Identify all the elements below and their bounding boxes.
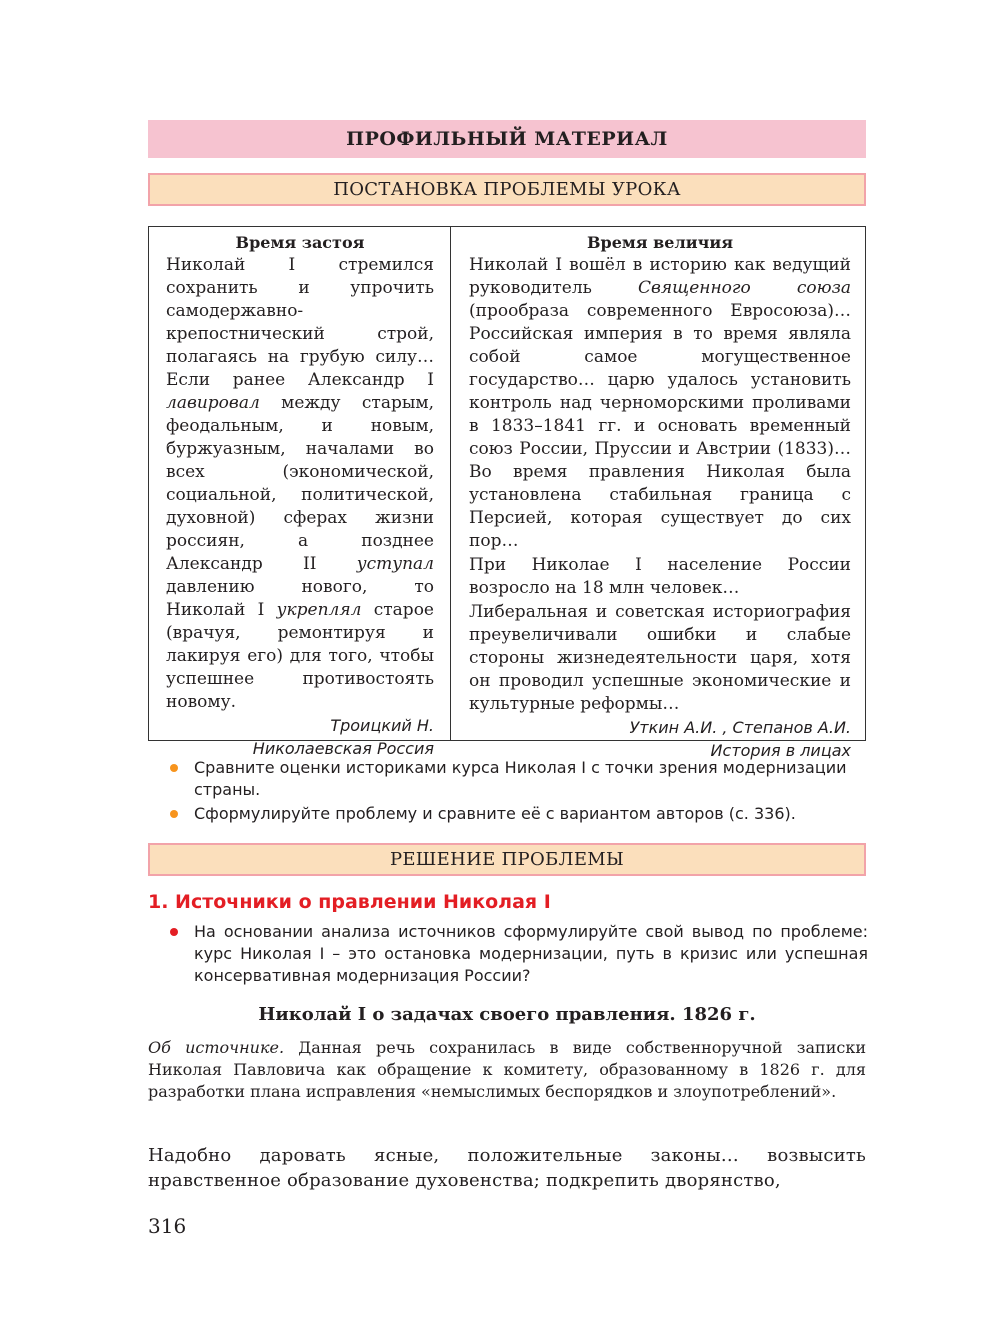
list-item [168,803,868,825]
page-number: 316 [148,1214,187,1238]
stagnation-source-book: Николаевская Россия [252,739,434,758]
text-fragment: Николай I стремился сохранить и упрочить самодержавно-крепостнический строй, полагаясь на грубую силу… Если ранее Александр I [166,255,434,390]
text-fragment: Николай I вошёл в историю как ведущий руководитель [469,255,851,298]
task-text: Сформулируйте проблему и сравните её с вариантом авторов (с. 336). [194,804,796,823]
orange-bullet-icon [170,764,178,772]
section-task-list [168,921,868,989]
italic-term: укреплял [276,600,362,620]
text-fragment: между старым, феодальным, и новым, буржуазным, началами во всех (экономической, социальной, политической, духовной) сферах жизни россиян, а позднее Александр II [166,393,434,574]
orange-bullet-icon [170,810,178,818]
greatness-paragraph-3: Либеральная и советская историография преувеличивали ошибки и слабые стороны жизнедеятельности царя, хотя он проводил успешные экономические и культурные реформы… [469,602,851,714]
section-title: 1. Источники о правлении Николая I [148,891,551,913]
problem-statement-label: ПОСТАНОВКА ПРОБЛЕМЫ УРОКА [333,179,681,200]
document-title: Николай I о задачах своего правления. 1826 г. [258,1004,756,1025]
stagnation-text [166,254,434,714]
greatness-text [469,254,851,553]
red-bullet-icon [170,928,178,936]
italic-term: лавировал [166,393,260,413]
list-item [168,757,868,801]
greatness-source-book: История в лицах [710,741,851,760]
solution-label: РЕШЕНИЕ ПРОБЛЕМЫ [389,849,625,870]
text-fragment: давлению нового, то Николай I [166,577,434,620]
source-description [148,1037,866,1103]
text-fragment: старое (врачуя, ремонтируя и лакируя его) для того, чтобы успешнее противостоять новому. [166,600,434,712]
greatness-heading: Время величия [586,233,734,252]
solution-banner [148,843,866,876]
greatness-column [469,233,851,762]
list-item [168,921,868,987]
greatness-paragraph-2: При Николае I население России возросло на 18 млн человек… [469,555,851,598]
italic-term: уступал [356,554,434,574]
text-fragment: (прообраза современного Евросоюза)… Российская империя в то время являла собой самое могущественное государство… царю удалось установить контроль над черноморскими проливами в 1833–1841 гг. и основать временный союз России, Пруссии и Австрии (1833)… Во время правления Николая была установлена стабильная граница с Персией, которая существует до сих пор… [469,301,851,551]
source-description-text: Данная речь сохранилась в виде собственноручной записки Николая Павловича как обращение к комитету, образованному в 1826 г. для разработки плана исправления «немыслимых беспорядков и злоупотреблений». [148,1038,866,1101]
task-text: Сравните оценки историками курса Николая I с точки зрения модернизации страны. [194,758,847,799]
profile-material-banner [148,120,866,158]
stagnation-column [166,233,434,760]
comparison-table [148,226,866,760]
italic-term: Священного союза [638,278,851,298]
stagnation-heading: Время застоя [235,233,365,252]
profile-material-label: ПРОФИЛЬНЫЙ МАТЕРИАЛ [346,128,668,150]
source-quote: Надобно даровать ясные, положительные законы… возвысить нравственное образование духовенства; подкрепить дворянство, [148,1145,866,1191]
source-description-label: Об источнике. [148,1038,285,1057]
stagnation-source-author: Троицкий Н. [330,716,434,735]
problem-statement-banner [148,173,866,206]
task-list [168,757,868,827]
column-divider [450,227,451,740]
task-text: На основании анализа источников сформулируйте свой вывод по проблеме: курс Николая I – это остановка модернизации, путь в кризис или успешная консервативная модернизация России? [194,922,868,985]
greatness-source-author: Уткин А.И. , Степанов А.И. [629,718,851,737]
